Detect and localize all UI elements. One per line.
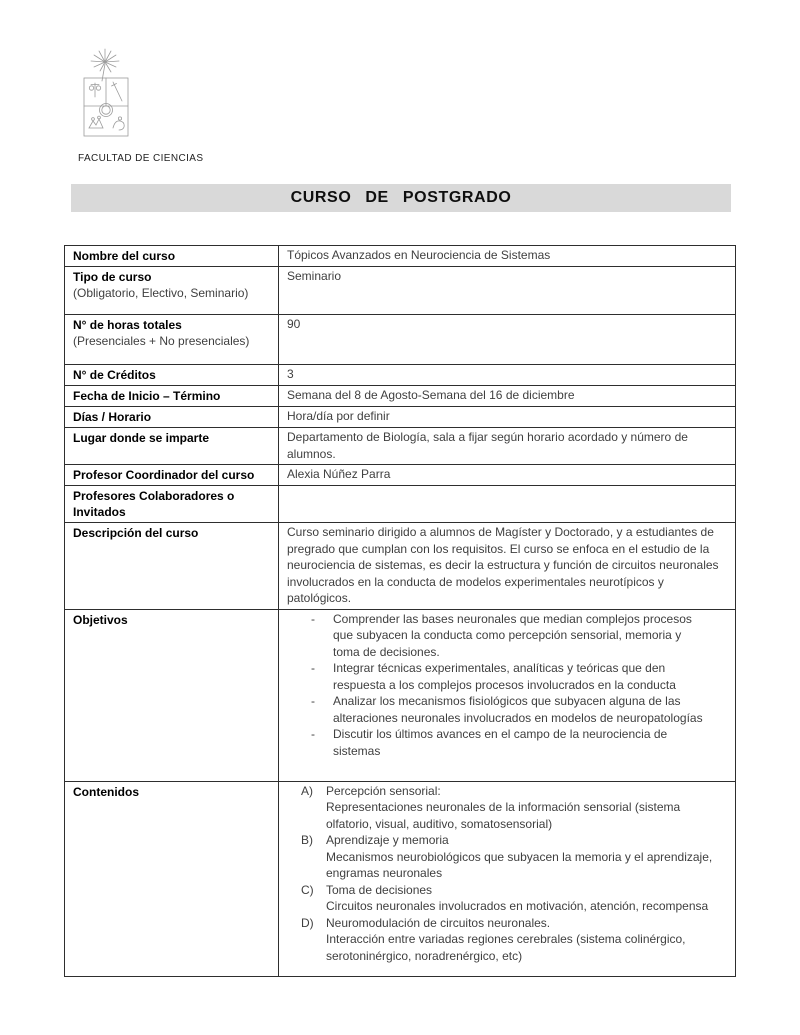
row-label-coordinador: Profesor Coordinador del curso xyxy=(65,465,279,486)
list-item: - Discutir los últimos avances en el campo de la neurociencia de sistemas xyxy=(311,727,668,758)
item-marker: A) xyxy=(301,783,313,798)
objectives-list xyxy=(287,611,721,760)
document-title: CURSO DE POSTGRADO xyxy=(290,189,512,206)
label-sub: (Presenciales + No presenciales) xyxy=(73,334,250,348)
table-row xyxy=(65,267,736,315)
item-detail: Circuitos neuronales involucrados en motivación, atención, recompensa xyxy=(326,899,709,913)
list-item xyxy=(301,882,721,915)
item-marker: D) xyxy=(301,915,314,930)
table-row xyxy=(65,523,736,610)
label-sub: (Obligatorio, Electivo, Seminario) xyxy=(73,286,249,300)
row-value-colaboradores xyxy=(279,486,736,523)
list-item: - Comprender las bases neuronales que median complejos procesos que subyacen la conducta como percepción sensorial, memoria y toma de decisiones. xyxy=(311,611,692,659)
table-row xyxy=(65,365,736,386)
item-marker: C) xyxy=(301,882,314,897)
table-row xyxy=(65,465,736,486)
item-title: Neuromodulación de circuitos neuronales. xyxy=(326,915,551,930)
contents-list xyxy=(287,783,721,965)
row-value-dias: Hora/día por definir xyxy=(279,407,736,428)
item-title: Percepción sensorial: xyxy=(326,783,441,798)
item-detail: Representaciones neuronales de la información sensorial (sistema olfatorio, visual, auditivo, somatosensorial) xyxy=(326,800,681,831)
list-item: - Analizar los mecanismos fisiológicos que subyacen alguna de las alteraciones neuronales involucrados en modelos de neuropatologías xyxy=(311,694,703,725)
row-label-creditos: N° de Créditos xyxy=(65,365,279,386)
item-detail: Interacción entre variadas regiones cerebrales (sistema colinérgico, serotoninérgico, noradrenérgico, etc) xyxy=(326,932,686,963)
table-row xyxy=(65,428,736,465)
row-value-descripcion: Curso seminario dirigido a alumnos de Magíster y Doctorado, y a estudiantes de pregrado que cumplan con los requisitos. El curso se enfoca en el estudio de la neurociencia de sistemas, es decir la estructura y función de circuitos neuronales involucrados en la conducta de modelos experimentales neurotípicos y patológicos. xyxy=(279,523,736,610)
table-row xyxy=(65,486,736,523)
bullet-dash: - xyxy=(311,661,315,675)
row-value-fecha: Semana del 8 de Agosto-Semana del 16 de diciembre xyxy=(279,386,736,407)
row-value-contenidos xyxy=(279,781,736,976)
bullet-dash: - xyxy=(311,727,315,741)
row-label-descripcion: Descripción del curso xyxy=(65,523,279,610)
list-item xyxy=(301,915,721,965)
item-marker: B) xyxy=(301,833,313,847)
list-item xyxy=(301,783,721,833)
row-value-nombre: Tópicos Avanzados en Neurociencia de Sistemas xyxy=(279,246,736,267)
row-value-coordinador: Alexia Núñez Parra xyxy=(279,465,736,486)
row-label-nombre: Nombre del curso xyxy=(65,246,279,267)
row-value-tipo: Seminario xyxy=(279,267,736,315)
row-value-horas: 90 xyxy=(279,315,736,365)
item-title: Aprendizaje y memoria xyxy=(326,833,449,847)
row-value-objetivos xyxy=(279,609,736,781)
table-row xyxy=(65,386,736,407)
bullet-dash: - xyxy=(311,694,315,708)
bullet-dash: - xyxy=(311,611,315,626)
row-value-creditos: 3 xyxy=(279,365,736,386)
table-row xyxy=(65,781,736,976)
row-label-contenidos: Contenidos xyxy=(65,781,279,976)
table-row xyxy=(65,609,736,781)
item-title: Toma de decisiones xyxy=(326,882,433,897)
table-row xyxy=(65,315,736,365)
label-main: N° de horas totales xyxy=(73,318,182,332)
table-row xyxy=(65,407,736,428)
row-label-tipo xyxy=(65,267,279,315)
list-item xyxy=(301,832,721,882)
list-item: - Integrar técnicas experimentales, analíticas y teóricas que den respuesta a los complejos procesos involucrados en la conducta xyxy=(311,661,676,692)
row-label-colaboradores: Profesores Colaboradores o Invitados xyxy=(65,486,279,523)
row-label-dias: Días / Horario xyxy=(65,407,279,428)
row-value-lugar: Departamento de Biología, sala a fijar según horario acordado y número de alumnos. xyxy=(279,428,736,465)
row-label-objetivos: Objetivos xyxy=(65,609,279,781)
row-label-horas xyxy=(65,315,279,365)
table-row xyxy=(65,246,736,267)
label-main: Tipo de curso xyxy=(73,270,152,284)
university-crest-logo xyxy=(74,48,138,142)
course-info-table xyxy=(64,245,736,977)
faculty-label: FACULTAD DE CIENCIAS xyxy=(78,153,204,164)
item-detail: Mecanismos neurobiológicos que subyacen la memoria y el aprendizaje, engramas neuronales xyxy=(326,849,713,880)
document-title-banner xyxy=(71,184,731,212)
row-label-fecha: Fecha de Inicio – Término xyxy=(65,386,279,407)
row-label-lugar: Lugar donde se imparte xyxy=(65,428,279,465)
